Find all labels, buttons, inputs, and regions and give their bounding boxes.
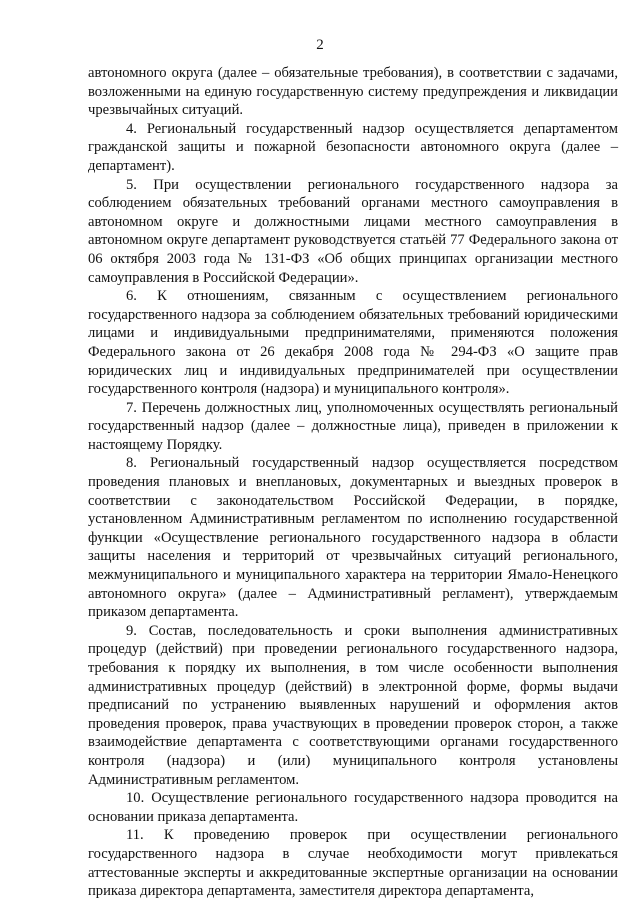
- paragraph-6: 6. К отношениям, связанным с осуществлением регионального государственного надзора за соблюдением обязательных требований юридическими лицами и индивидуальными предпринимателями, применяются положения Федерального закона от 26 декабря 2008 года № 294-ФЗ «О защите прав юридических лиц и индивидуальных предпринимателей при осуществлении государственного контроля (надзора) и муниципального контроля».: [88, 288, 618, 398]
- page-number: 2: [316, 37, 324, 53]
- paragraph-7: 7. Перечень должностных лиц, уполномоченных осуществлять региональный государственный надзор (далее – должностные лица), приведен в приложении к настоящему Порядку.: [88, 399, 618, 453]
- paragraph-8: 8. Региональный государственный надзор осуществляется посредством проведения плановых и внеплановых, документарных и выездных проверок в соответствии с законодательством Российской Федерации, в порядке, установленном Административным регламентом по исполнению государственной функции «Осуществление регионального государственного надзора в области защиты населения и территорий от чрезвычайных ситуаций регионального, межмуниципального и муниципального характера на территории Ямало-Ненецкого автономного округа» (далее – Административный регламент), утверждаемым приказом департамента.: [88, 455, 618, 621]
- paragraph-4: 4. Региональный государственный надзор осуществляется департаментом гражданской защиты и пожарной безопасности автономного округа (далее – департамент).: [88, 120, 618, 174]
- document-body: [88, 64, 618, 901]
- paragraph-10: 10. Осуществление регионального государственного надзора проводится на основании приказа департамента.: [88, 790, 618, 825]
- paragraph-11: 11. К проведению проверок при осуществлении регионального государственного надзора в случае необходимости могут привлекаться аттестованные эксперты и аккредитованные экспертные организации на основании приказа директора департамента, заместителя директора департамента,: [88, 827, 618, 900]
- paragraph-9: 9. Состав, последовательность и сроки выполнения административных процедур (действий) при проведении регионального государственного надзора, требования к порядку их выполнения, в том числе особенности выполнения административных процедур (действий) в электронной форме, формы выдачи предписаний по устранению выявленных нарушений и оформления актов проведения проверок, права участвующих в проведении проверок сторон, а также взаимодействие департамента с соответствующими органами государственного контроля (надзора) и (или) муниципального контроля установлены Административным регламентом.: [88, 622, 618, 788]
- paragraph-continuation: автономного округа (далее – обязательные требования), в соответствии с задачами, возложенными на единую государственную систему предупреждения и ликвидации чрезвычайных ситуаций.: [88, 65, 618, 119]
- paragraph-5: 5. При осуществлении регионального государственного надзора за соблюдением обязательных требований органами местного самоуправления в автономном округе и должностными лицами местного самоуправления в автономном округе департамент руководствуется статьёй 77 Федерального закона от 06 октября 2003 года № 131-ФЗ «Об общих принципах организации местного самоуправления в Российской Федерации».: [88, 176, 618, 286]
